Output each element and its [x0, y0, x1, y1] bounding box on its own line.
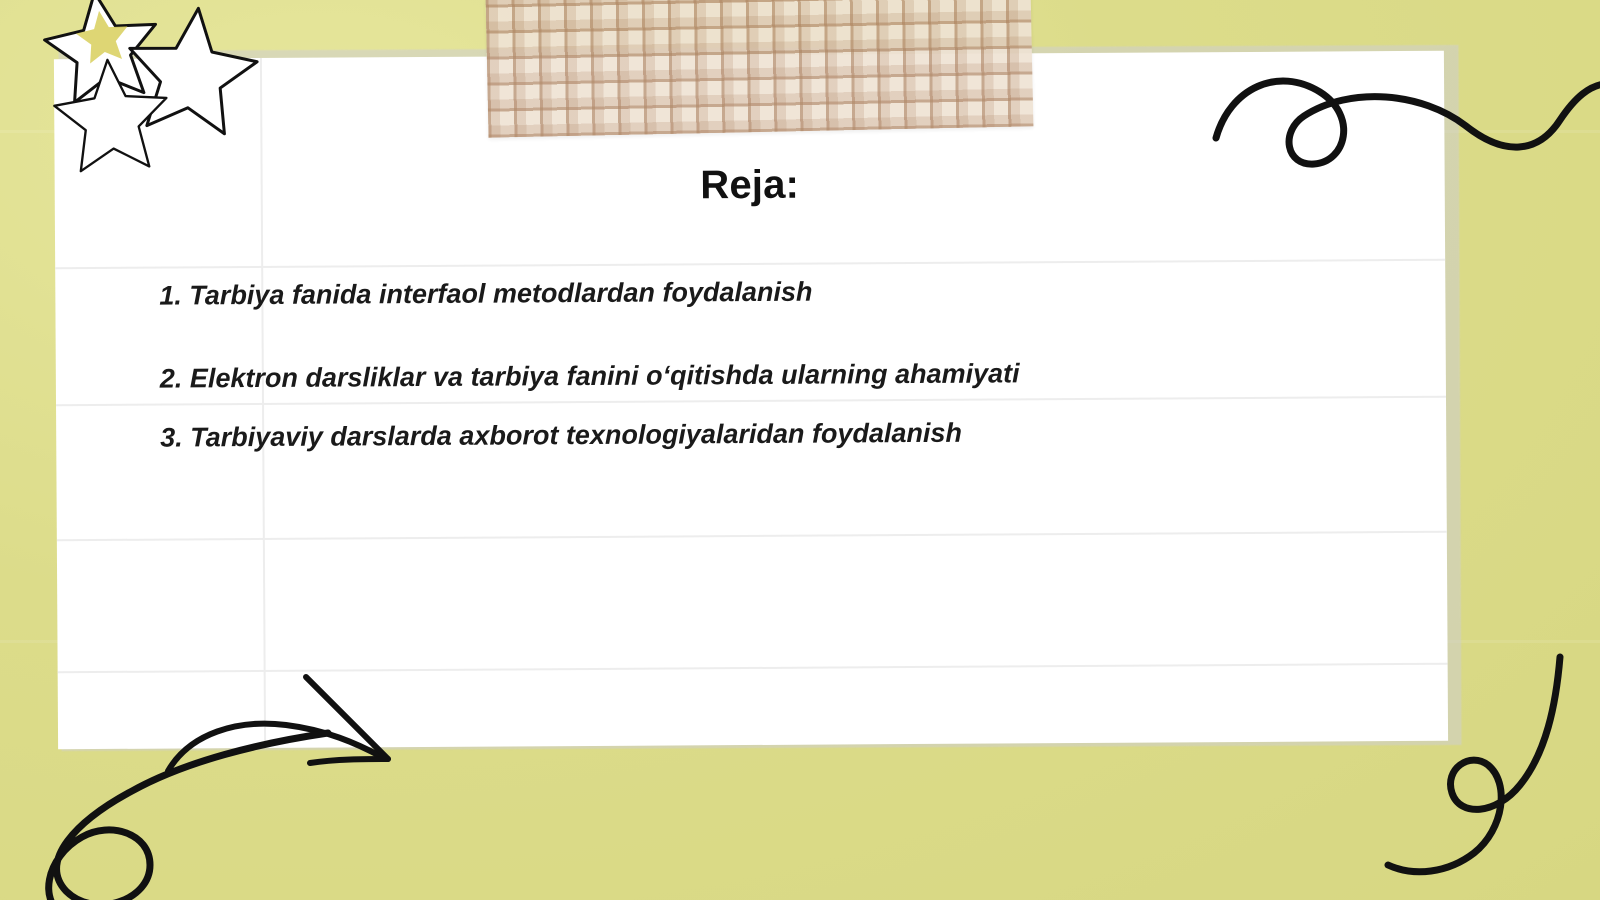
slide-title: Reja: [700, 162, 800, 208]
paper-surface [54, 51, 1448, 749]
ruled-line [58, 663, 1448, 673]
loop-doodle-icon [10, 725, 340, 900]
agenda-list [159, 269, 1340, 502]
ruled-line [57, 531, 1447, 541]
ruled-line [55, 259, 1445, 269]
washi-tape-icon [486, 0, 1034, 138]
list-item: 2. Elektron darsliklar va tarbiya fanini o‘qitishda ularning ahamiyati [159, 358, 1020, 394]
list-item: 3. Tarbiyaviy darslarda axborot texnologiyalaridan foydalanish [160, 417, 963, 453]
notebook-paper [54, 51, 1448, 749]
list-item: 1. Tarbiya fanida interfaol metodlardan foydalanish [159, 276, 813, 311]
